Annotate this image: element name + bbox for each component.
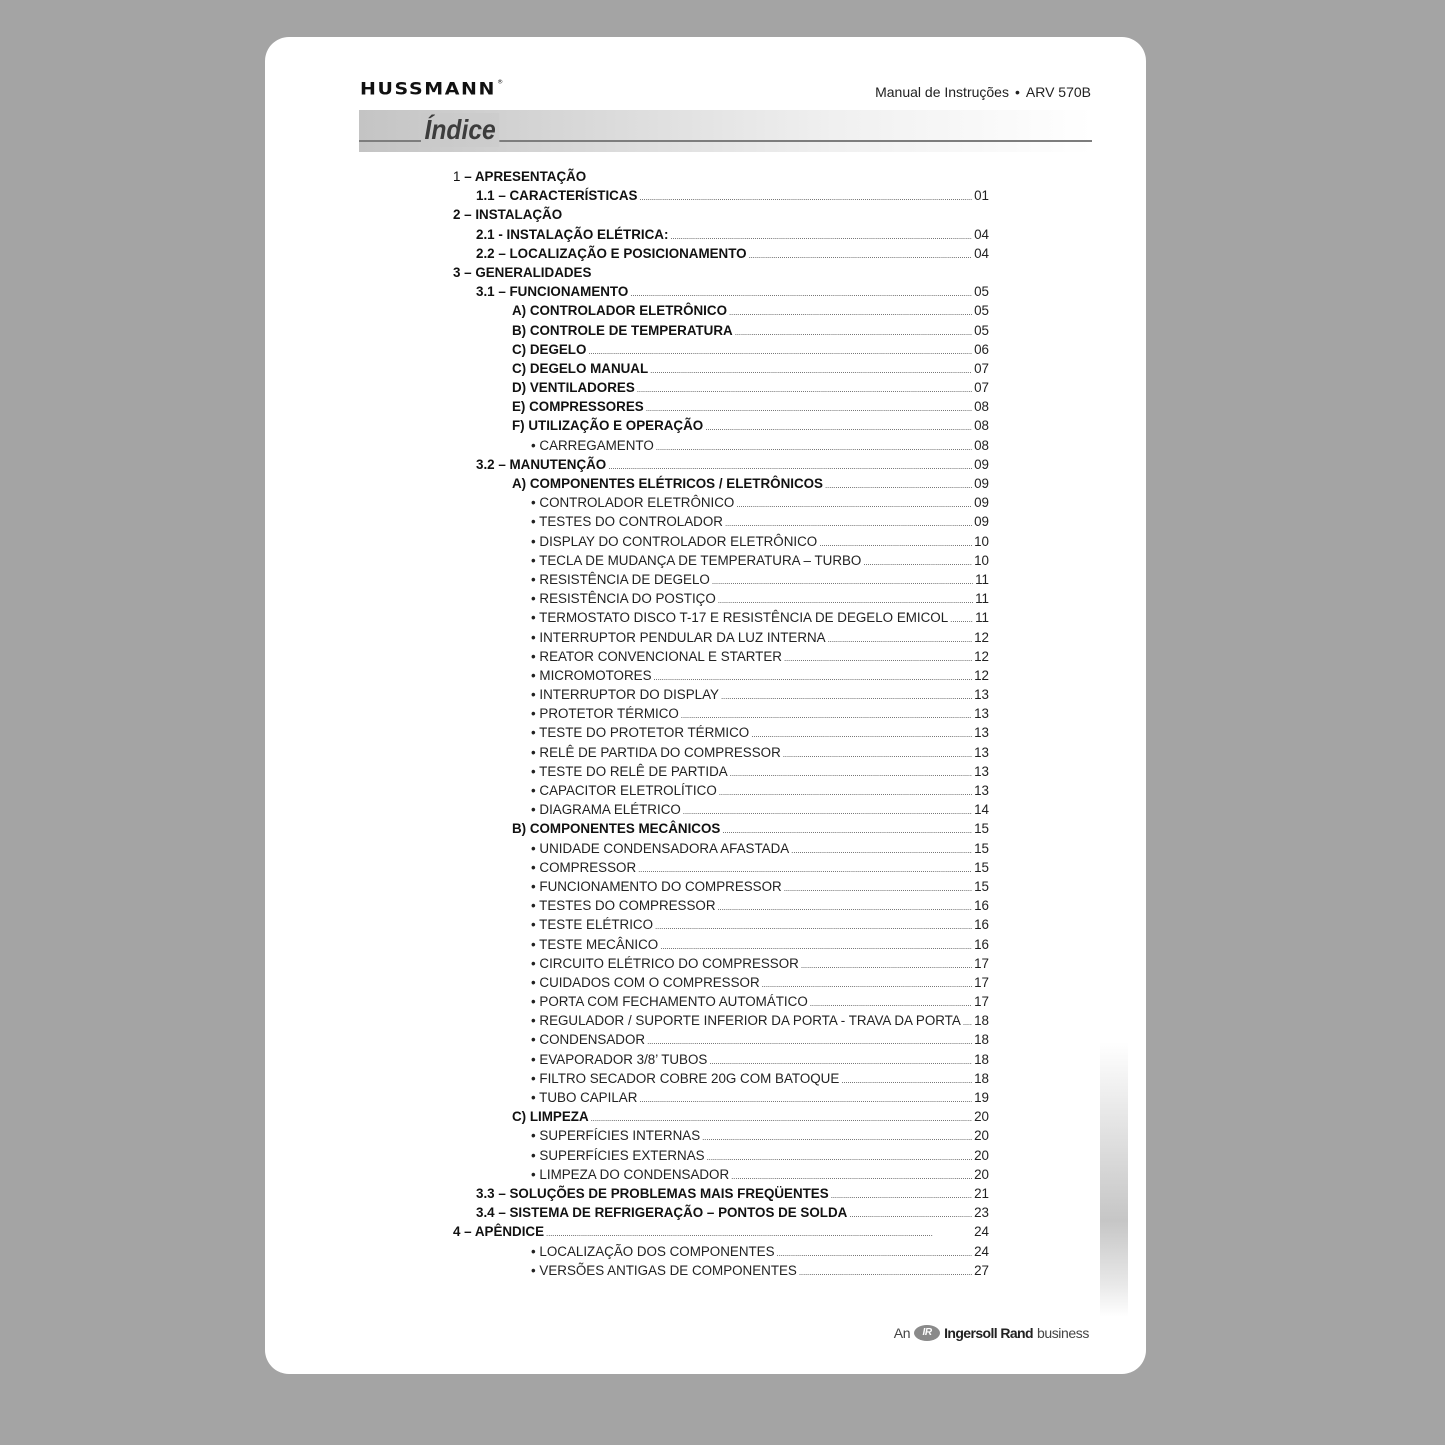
toc-entry-label: • COMPRESSOR [531, 859, 637, 875]
toc-entry-label: • PROTETOR TÉRMICO [531, 706, 679, 722]
toc-entry-label: • TUBO CAPILAR [531, 1090, 638, 1105]
section-title-band [359, 110, 1092, 152]
dot-leader [681, 704, 972, 725]
dot-leader [719, 781, 972, 802]
footer-branding [894, 1325, 1089, 1341]
toc-entry-label: 3.4 – SISTEMA DE REFRIGERAÇÃO – PONTOS DE SOLDA [476, 1205, 848, 1221]
toc-page-number: 23 [974, 1205, 989, 1221]
toc-entry-label: 3.1 – FUNCIONAMENTO [476, 284, 629, 300]
toc-page-number: 06 [974, 341, 989, 357]
toc-page-number: 10 [974, 533, 989, 549]
toc-entry[interactable] [453, 1107, 989, 1126]
toc-entry[interactable] [453, 1126, 989, 1145]
toc-page-number: 20 [974, 1166, 989, 1182]
toc-entry[interactable] [453, 416, 989, 435]
toc-page-number: 08 [974, 399, 989, 415]
dot-leader [831, 1184, 972, 1205]
toc-page-number: 15 [974, 859, 989, 875]
toc-entry-number: 1 [453, 169, 461, 184]
toc-entry-label: • REATOR CONVENCIONAL E STARTER [531, 648, 782, 664]
toc-page-number: 18 [974, 1013, 989, 1029]
toc-entry-label: • DIAGRAMA ELÉTRICO [531, 802, 681, 818]
toc-entry-label: • CONTROLADOR ELETRÔNICO [531, 495, 735, 511]
toc-page-number: 17 [974, 955, 989, 971]
document-title: Manual de Instruções [875, 84, 1009, 100]
toc-page-number: 13 [974, 744, 989, 760]
toc-entry-label: C) LIMPEZA [512, 1109, 589, 1125]
toc-entry[interactable] [453, 263, 989, 282]
toc-entry-label: 3 – GENERALIDADES [453, 264, 592, 280]
toc-page-number: 21 [974, 1185, 989, 1201]
toc-entry-label: • INTERRUPTOR DO DISPLAY [531, 687, 719, 703]
toc-page-number: 09 [974, 476, 989, 491]
toc-entry-label: • UNIDADE CONDENSADORA AFASTADA [531, 840, 790, 856]
toc-entry[interactable] [453, 781, 989, 800]
dot-leader [801, 954, 972, 975]
toc-entry[interactable] [453, 915, 989, 934]
dot-leader [784, 877, 972, 898]
toc-page-number: 13 [974, 687, 989, 703]
toc-entry-label: • DISPLAY DO CONTROLADOR ELETRÔNICO [531, 533, 818, 549]
toc-entry[interactable] [453, 992, 989, 1011]
toc-entry-label: • VERSÕES ANTIGAS DE COMPONENTES [531, 1262, 797, 1278]
toc-page-number: 12 [974, 629, 989, 645]
toc-page-number: 09 [974, 456, 989, 472]
toc-page-number: 11 [975, 610, 989, 626]
toc-entry[interactable] [453, 532, 989, 551]
toc-entry[interactable] [453, 858, 989, 877]
toc-entry-label: • TESTE ELÉTRICO [531, 917, 654, 933]
dot-leader [591, 1107, 972, 1128]
dot-leader [656, 436, 972, 457]
decorative-side-bar [1100, 1042, 1128, 1317]
toc-entry[interactable] [453, 359, 989, 378]
registered-mark: ® [497, 79, 505, 86]
toc-entry-label: 3.2 – MANUTENÇÃO [476, 456, 607, 472]
dot-leader [950, 608, 973, 629]
toc-entry-text: – APRESENTAÇÃO [464, 169, 587, 184]
header-separator: • [1014, 84, 1020, 100]
document-page [265, 37, 1146, 1374]
dot-leader [654, 666, 973, 687]
toc-page-number: 07 [974, 360, 989, 376]
toc-page-number: 04 [974, 245, 989, 261]
footer-prefix: An [893, 1325, 911, 1341]
toc-entry-label: F) UTILIZAÇÃO E OPERAÇÃO [512, 418, 704, 434]
model-number: ARV 570B [1025, 84, 1091, 100]
toc-page-number: 15 [974, 840, 989, 856]
toc-entry[interactable] [453, 762, 989, 781]
dot-leader [825, 474, 972, 495]
toc-page-number: 13 [974, 763, 989, 779]
toc-entry-label: • SUPERFÍCIES EXTERNAS [531, 1147, 705, 1163]
toc-entry[interactable] [453, 589, 989, 608]
toc-page-number: 18 [974, 1070, 989, 1086]
dot-leader [783, 743, 972, 764]
toc-entry-label: • TERMOSTATO DISCO T-17 E RESISTÊNCIA DE DEGELO EMICOL [531, 610, 949, 626]
toc-entry-label: E) COMPRESSORES [512, 399, 644, 415]
toc-page-number: 11 [975, 591, 989, 607]
toc-entry[interactable] [453, 973, 989, 992]
toc-page-number: 15 [974, 878, 989, 894]
toc-entry-label: • LOCALIZAÇÃO DOS COMPONENTES [531, 1243, 775, 1259]
toc-entry-label: D) VENTILADORES [512, 380, 635, 396]
toc-entry-label: • RESISTÊNCIA DE DEGELO [531, 571, 710, 587]
dot-leader [735, 321, 972, 342]
toc-entry[interactable] [453, 1242, 989, 1261]
toc-page-number: 17 [974, 974, 989, 990]
toc-entry-label: • PORTA COM FECHAMENTO AUTOMÁTICO [531, 994, 808, 1010]
toc-entry-label: • CUIDADOS COM O COMPRESSOR [531, 974, 760, 990]
dot-leader [810, 992, 972, 1013]
toc-entry[interactable] [453, 512, 989, 531]
toc-entry-label: 2 – INSTALAÇÃO [453, 207, 563, 223]
dot-leader [702, 1126, 972, 1147]
toc-page-number: 07 [974, 380, 989, 396]
toc-entry[interactable] [453, 1184, 989, 1203]
toc-entry-label: • TESTE DO PROTETOR TÉRMICO [531, 725, 750, 741]
toc-page-number: 18 [974, 1032, 989, 1048]
dot-leader [749, 244, 973, 265]
toc-entry-label: • TESTE MECÂNICO [531, 936, 659, 952]
toc-page-number: 17 [974, 994, 989, 1010]
toc-entry-label: • INTERRUPTOR PENDULAR DA LUZ INTERNA [531, 629, 826, 645]
toc-entry[interactable] [453, 704, 989, 723]
toc-entry[interactable] [453, 244, 989, 263]
toc-entry[interactable] [453, 455, 989, 474]
toc-entry[interactable] [453, 282, 989, 301]
toc-page-number: 05 [974, 322, 989, 338]
toc-entry-label: • MICROMOTORES [531, 667, 652, 683]
toc-entry-label: • CAPACITOR ELETROLÍTICO [531, 783, 717, 798]
toc-entry-label: • TESTES DO CONTROLADOR [531, 514, 723, 530]
toc-entry-label: • FILTRO SECADOR COBRE 20G COM BATOQUE [531, 1070, 840, 1086]
toc-page-number: 08 [974, 418, 989, 434]
dot-leader [660, 935, 972, 956]
dot-leader [841, 1069, 972, 1090]
toc-page-number: 20 [974, 1147, 989, 1163]
toc-page-number: 05 [974, 284, 989, 300]
toc-entry-label: • REGULADOR / SUPORTE INFERIOR DA PORTA - TRAVA DA PORTA [531, 1013, 961, 1029]
document-header [875, 84, 1091, 100]
dot-leader [828, 628, 972, 649]
dot-leader [777, 1242, 973, 1263]
toc-entry[interactable] [453, 167, 989, 186]
toc-entry[interactable] [453, 896, 989, 915]
dot-leader [588, 340, 972, 361]
dot-leader [819, 532, 972, 553]
dot-leader [784, 647, 972, 668]
toc-page-number: 19 [974, 1090, 989, 1105]
toc-entry-label: • CARREGAMENTO [531, 437, 654, 453]
toc-page-number: 27 [974, 1262, 989, 1278]
toc-entry-label: • RELÊ DE PARTIDA DO COMPRESSOR [531, 744, 781, 760]
toc-entry[interactable] [453, 1222, 989, 1241]
toc-entry-label: A) COMPONENTES ELÉTRICOS / ELETRÔNICOS [512, 476, 823, 491]
toc-entry-label: A) CONTROLADOR ELETRÔNICO [512, 303, 727, 319]
toc-page-number: 16 [974, 917, 989, 933]
toc-entry[interactable] [453, 1088, 989, 1107]
toc-page-number: 16 [974, 898, 989, 914]
dot-leader [707, 1146, 972, 1167]
dot-leader [718, 589, 973, 610]
toc-entry[interactable] [453, 685, 989, 704]
dot-leader [639, 186, 972, 207]
dot-leader [630, 282, 972, 303]
dot-leader [718, 896, 973, 917]
toc-entry[interactable] [453, 340, 989, 359]
toc-entry[interactable] [453, 628, 989, 647]
toc-page-number: 08 [974, 437, 989, 453]
dot-leader [725, 512, 972, 533]
dot-leader [646, 397, 972, 418]
toc-entry[interactable] [453, 397, 989, 416]
toc-entry[interactable] [453, 551, 989, 570]
toc-page-number: 10 [974, 552, 989, 568]
toc-entry-label: • TESTE DO RELÊ DE PARTIDA [531, 763, 728, 779]
toc-entry[interactable] [453, 723, 989, 742]
toc-entry-label: 2.2 – LOCALIZAÇÃO E POSICIONAMENTO [476, 245, 747, 261]
toc-page-number: 01 [974, 188, 989, 204]
dot-leader [705, 416, 972, 437]
toc-entry-label [453, 167, 586, 186]
dot-leader [546, 1222, 972, 1243]
toc-entry-label: • FUNCIONAMENTO DO COMPRESSOR [531, 878, 782, 894]
toc-entry[interactable] [453, 935, 989, 954]
toc-page-number: 15 [974, 821, 989, 837]
toc-entry[interactable] [453, 819, 989, 838]
toc-entry-label: • TECLA DE MUDANÇA DE TEMPERATURA – TURBO [531, 552, 862, 568]
toc-page-number: 20 [974, 1128, 989, 1144]
toc-entry[interactable] [453, 570, 989, 589]
toc-entry-label: B) COMPONENTES MECÂNICOS [512, 821, 721, 837]
toc-entry-label: 3.3 – SOLUÇÕES DE PROBLEMAS MAIS FREQÜENTES [476, 1185, 829, 1201]
toc-entry-label: • LIMPEZA DO CONDENSADOR [531, 1166, 730, 1182]
dot-leader [608, 455, 972, 476]
dot-leader [638, 858, 972, 879]
toc-entry-label: • SUPERFÍCIES INTERNAS [531, 1128, 701, 1144]
toc-entry[interactable] [453, 839, 989, 858]
toc-entry-label: C) DEGELO MANUAL [512, 360, 649, 376]
dot-leader [637, 378, 972, 399]
dot-leader [729, 301, 972, 322]
toc-entry-label: • TESTES DO COMPRESSOR [531, 898, 716, 914]
toc-entry[interactable] [453, 436, 989, 455]
toc-page-number: 09 [974, 495, 989, 511]
dot-leader [791, 839, 972, 860]
dot-leader [639, 1088, 972, 1109]
dot-leader [647, 1030, 972, 1051]
toc-page-number: 13 [974, 725, 989, 741]
toc-entry-label: B) CONTROLE DE TEMPERATURA [512, 322, 733, 338]
toc-entry-label: 1.1 – CARACTERÍSTICAS [476, 188, 638, 204]
toc-entry[interactable] [453, 877, 989, 896]
toc-entry[interactable] [453, 954, 989, 973]
dot-leader [799, 1261, 972, 1282]
toc-page-number: 05 [974, 303, 989, 319]
dot-leader [709, 1050, 972, 1071]
toc-entry-label: 4 – APÊNDICE [453, 1224, 545, 1240]
toc-entry[interactable] [453, 1069, 989, 1088]
toc-page-number: 24 [974, 1243, 989, 1259]
ingersoll-rand-logo-icon: IR [914, 1325, 940, 1341]
toc-page-number: 12 [974, 648, 989, 664]
toc-entry[interactable] [453, 1030, 989, 1049]
toc-page-number: 04 [974, 226, 989, 242]
toc-entry-label: • RESISTÊNCIA DO POSTIÇO [531, 591, 716, 607]
dot-leader [751, 723, 972, 744]
dot-leader [670, 225, 972, 246]
toc-page-number: 20 [974, 1109, 989, 1125]
dot-leader [863, 551, 972, 572]
dot-leader [730, 762, 972, 783]
toc-page-number: 13 [974, 783, 989, 798]
toc-entry[interactable] [453, 1261, 989, 1280]
toc-entry[interactable] [453, 743, 989, 762]
toc-entry-label: • CIRCUITO ELÉTRICO DO COMPRESSOR [531, 955, 799, 971]
toc-page-number: 14 [974, 802, 989, 818]
toc-entry-label: C) DEGELO [512, 341, 587, 357]
dot-leader [655, 915, 972, 936]
toc-entry[interactable] [453, 474, 989, 493]
toc-entry[interactable] [453, 1011, 989, 1030]
table-of-contents [453, 167, 989, 1280]
toc-entry[interactable] [453, 378, 989, 397]
toc-entry[interactable] [453, 1165, 989, 1184]
toc-entry-label: • EVAPORADOR 3/8’ TUBOS [531, 1051, 708, 1067]
toc-entry[interactable] [453, 1203, 989, 1222]
dot-leader [731, 1165, 972, 1186]
toc-page-number: 18 [974, 1051, 989, 1067]
toc-page-number: 09 [974, 514, 989, 530]
dot-leader [849, 1203, 972, 1224]
toc-entry[interactable] [453, 1146, 989, 1165]
toc-entry-label: 2.1 - INSTALAÇÃO ELÉTRICA: [476, 226, 669, 242]
dot-leader [650, 359, 972, 380]
dot-leader [762, 973, 972, 994]
toc-entry[interactable] [453, 205, 989, 224]
dot-leader [683, 800, 972, 821]
dot-leader [722, 819, 972, 840]
footer-suffix: business [1036, 1325, 1089, 1341]
dot-leader [712, 570, 973, 591]
toc-entry[interactable] [453, 608, 989, 627]
toc-entry[interactable] [453, 647, 989, 666]
toc-page-number: 11 [975, 571, 989, 587]
dot-leader [963, 1011, 972, 1032]
brand-name: HUSSMANN [360, 79, 497, 99]
toc-page-number: 12 [974, 667, 989, 683]
toc-entry[interactable] [453, 1050, 989, 1069]
toc-page-number: 13 [974, 706, 989, 722]
toc-entry[interactable] [453, 186, 989, 205]
toc-entry[interactable] [453, 666, 989, 685]
toc-entry[interactable] [453, 321, 989, 340]
brand-logo [360, 79, 505, 99]
footer-company: Ingersoll Rand [944, 1325, 1033, 1341]
section-title: Índice [421, 113, 499, 147]
toc-page-number: 24 [974, 1224, 989, 1240]
toc-entry[interactable] [453, 301, 989, 320]
toc-entry[interactable] [453, 225, 989, 244]
toc-entry[interactable] [453, 800, 989, 819]
toc-page-number: 16 [974, 936, 989, 952]
dot-leader [736, 493, 972, 514]
dot-leader [721, 685, 972, 706]
toc-entry-label: • CONDENSADOR [531, 1032, 646, 1048]
toc-entry[interactable] [453, 493, 989, 512]
